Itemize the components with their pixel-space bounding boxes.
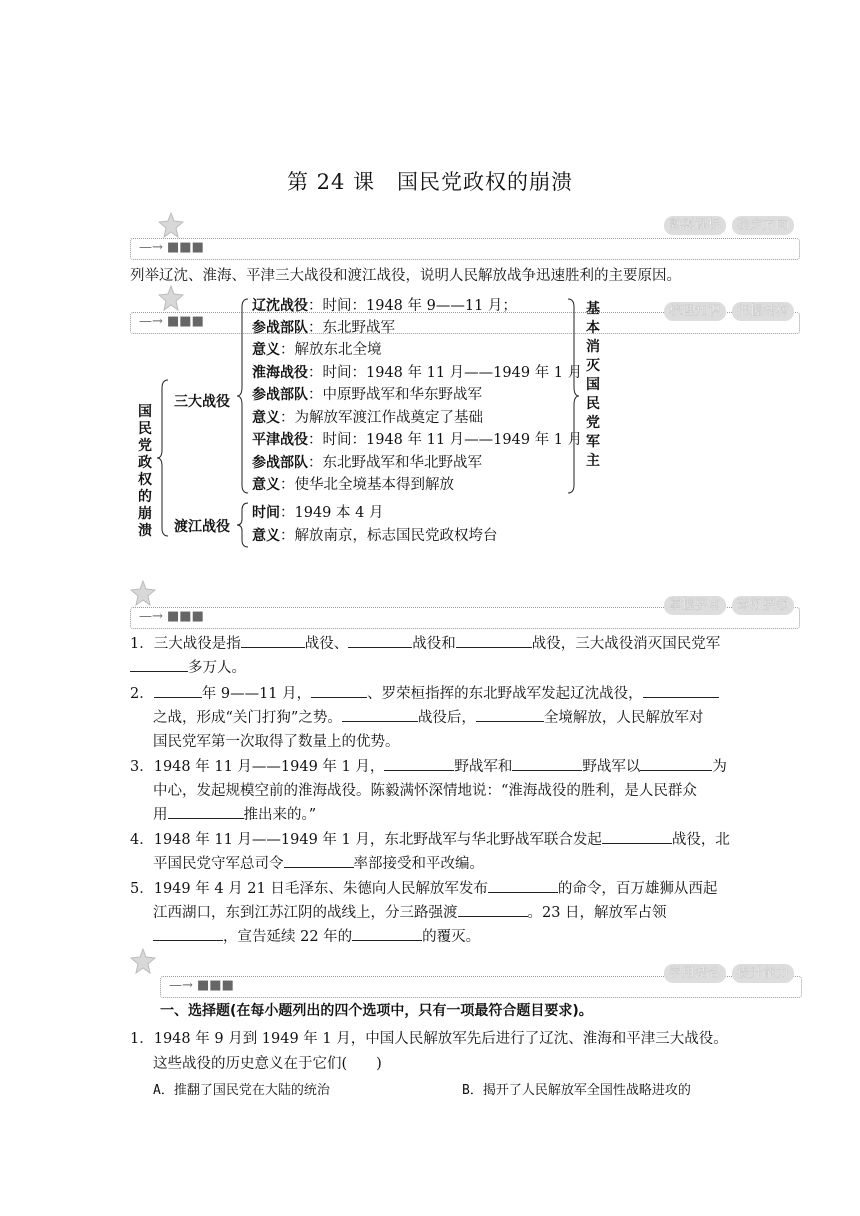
blank[interactable] — [130, 657, 188, 672]
fill-question-3: 3．1948 年 11 月——1949 年 1 月， 野战军和 野战军以 为 中心，发起规模空前的淮海战役。陈毅满怀深情地说：“淮海战役的胜利，是人民群众 用 推出来的。” — [130, 755, 730, 827]
curriculum-text: 列举辽沈、淮海、平津三大战役和渡江战役，说明人民解放战争迅速胜利的主要原因。 — [130, 268, 681, 284]
section-tag: 熟悉课标 — [664, 216, 726, 235]
fill-question-2: 2． 年 9——11 月， 、罗荣桓指挥的东北野战军发起辽沈战役， 之战，形成“关门打狗”之势。 战役后， 全境解放，人民解放军对 国民党军第一次取得了数量上的优势。 — [130, 682, 730, 754]
blank[interactable] — [384, 756, 454, 771]
blank[interactable] — [640, 756, 712, 771]
outline-root: 国民党政权的崩溃 — [138, 404, 152, 539]
exercise-heading: 一、选择题(在每小题列出的四个选项中，只有一项最符合题目要求)。 — [160, 1003, 593, 1019]
blank[interactable] — [458, 902, 528, 917]
exercise-question-1-stem: 这些战役的历史意义在于它们( ) — [153, 1056, 382, 1072]
option-a[interactable]: A．推翻了国民党在大陆的统治 — [153, 1083, 330, 1098]
liaoshen-time: 辽沈战役：时间：1948 年 9——11 月； — [252, 298, 517, 314]
blank[interactable] — [154, 683, 202, 698]
outline-brace — [156, 378, 170, 538]
arrow-icon: —→ ■■■ — [169, 978, 234, 993]
section-tag: 驾驭要领 — [732, 596, 794, 615]
blank[interactable] — [643, 683, 719, 698]
section-tag: 梳理知识 — [664, 302, 726, 321]
section-tag: 把握结构 — [732, 302, 794, 321]
right-brace — [566, 297, 580, 495]
blank[interactable] — [348, 633, 412, 648]
arrow-icon: —→ ■■■ — [139, 240, 204, 255]
blank[interactable] — [342, 707, 418, 722]
fill-question-1: 1．三大战役是指 战役、 战役和 战役，三大战役消灭国民党军 多万人。 — [130, 632, 730, 680]
pingjin-troops: 参战部队：东北野战军和华北野战军 — [252, 455, 482, 471]
blank[interactable] — [488, 878, 558, 893]
fill-question-4: 4．1948 年 11 月——1949 年 1 月，东北野战军与华北野战军联合发起 战役，北 平国民党守军总司令 率部接受和平改编。 — [130, 828, 730, 876]
exercise-question-1: 1．1948 年 9 月到 1949 年 1 月，中国人民解放军先后进行了辽沈、淮海和平津三大战役。 — [130, 1031, 728, 1047]
blank[interactable] — [512, 756, 582, 771]
huaihai-time: 淮海战役：时间：1948 年 11 月——1949 年 1 月 — [252, 365, 583, 381]
crossing-brace — [236, 502, 250, 548]
liaoshen-troops: 参战部队：东北野战军 — [252, 320, 395, 336]
star-icon — [130, 580, 156, 606]
section-tag: 学用结合 — [664, 964, 726, 983]
blank[interactable] — [456, 633, 532, 648]
crossing-significance: 意义：解放南京，标志国民党政权垮台 — [252, 528, 498, 544]
pingjin-significance: 意义：使华北全境基本得到解放 — [252, 477, 454, 493]
blank[interactable] — [352, 926, 422, 941]
blank[interactable] — [153, 926, 223, 941]
star-icon — [130, 948, 156, 974]
huaihai-troops: 参战部队：中原野战军和华东野战军 — [252, 387, 482, 403]
liaoshen-significance: 意义：解放东北全境 — [252, 342, 382, 358]
fill-question-5: 5．1949 年 4 月 21 日毛泽东、朱德向人民解放军发布 的命令，百万雄狮从西起 江西湖口，东到江苏江阴的战线上，分三路强渡 。23 日，解放军占领 ，宣告延续 22 年的 的覆灭。 — [130, 877, 730, 949]
right-summary: 基本消灭国民党军主 — [586, 301, 600, 469]
huaihai-significance: 意义：为解放军渡江作战奠定了基础 — [252, 410, 483, 426]
arrow-icon: —→ ■■■ — [139, 609, 204, 624]
option-b[interactable]: B．揭开了人民解放军全国性战略进攻的 — [462, 1083, 691, 1098]
three-battles-brace — [236, 297, 250, 495]
page-title: 第 24 课 国民党政权的崩溃 — [286, 170, 574, 194]
star-icon — [158, 285, 184, 311]
section-tag: 提升能力 — [732, 964, 794, 983]
section-bar-1 — [130, 238, 800, 260]
blank[interactable] — [284, 853, 354, 868]
three-battles-label: 三大战役 — [174, 394, 230, 410]
blank[interactable] — [602, 829, 672, 844]
blank[interactable] — [311, 683, 367, 698]
blank[interactable] — [241, 633, 305, 648]
section-tag: 掌握要点 — [664, 596, 726, 615]
crossing-label: 渡江战役 — [174, 519, 230, 535]
section-tag: 确定方向 — [732, 216, 794, 235]
crossing-time: 时间：1949 本 4 月 — [252, 505, 384, 521]
arrow-icon: —→ ■■■ — [139, 314, 204, 329]
blank[interactable] — [168, 804, 244, 819]
blank[interactable] — [476, 707, 544, 722]
star-icon — [158, 212, 184, 238]
pingjin-time: 平津战役：时间：1948 年 11 月——1949 年 1 月 — [252, 432, 583, 448]
